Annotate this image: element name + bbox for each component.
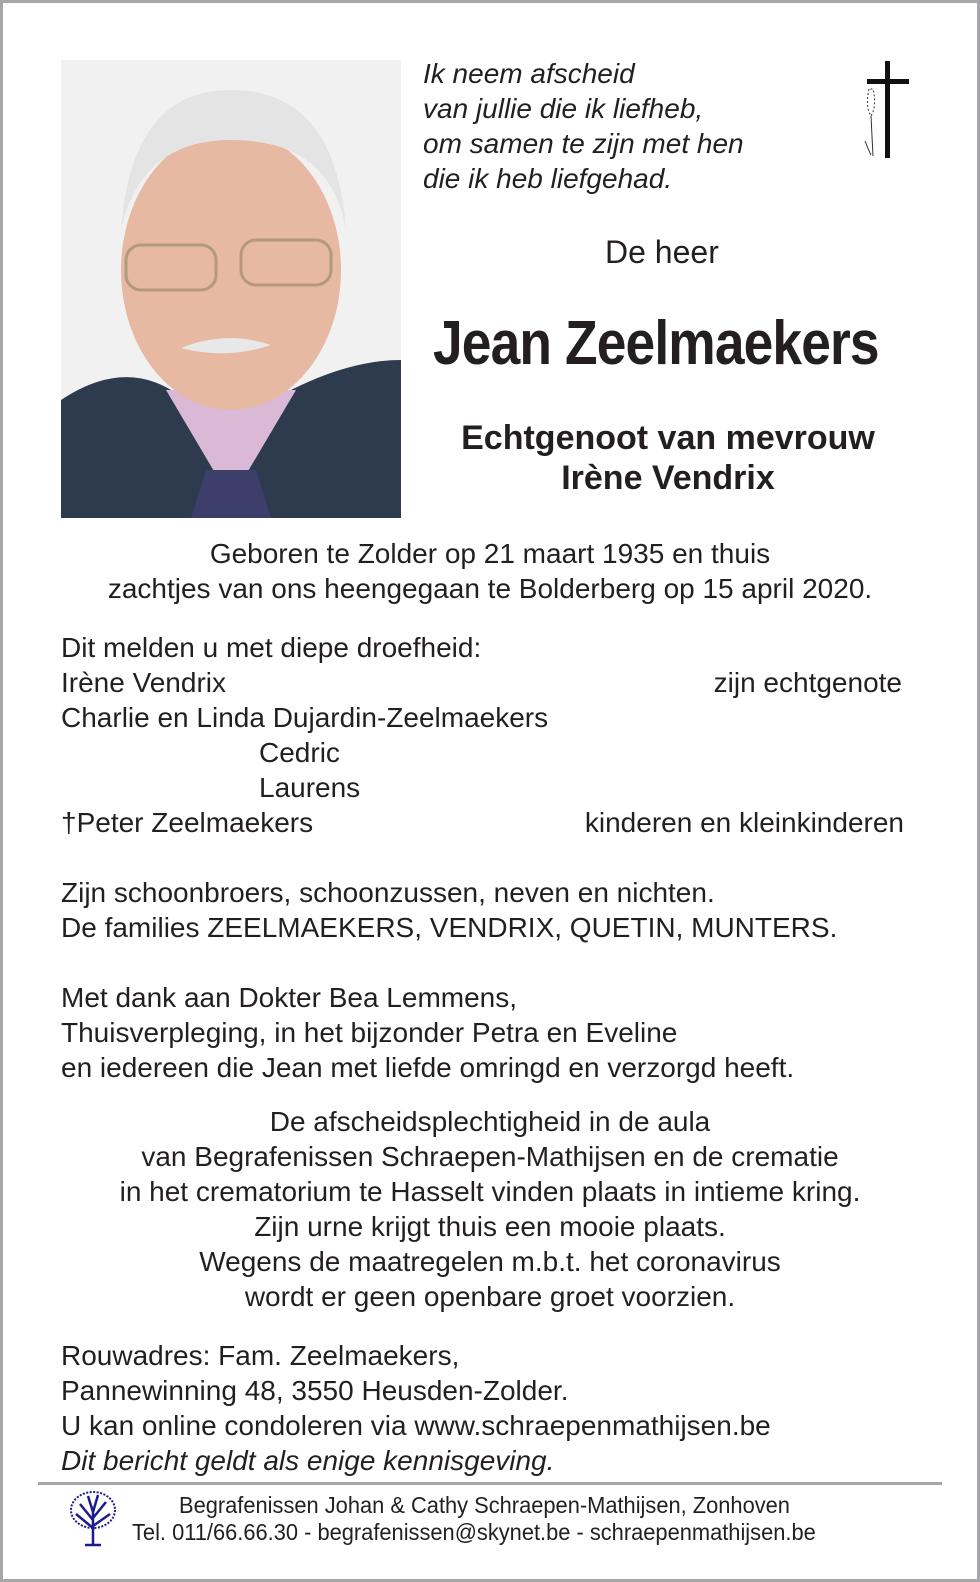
birth-line: Geboren te Zolder op 21 maart 1935 en thuis (209, 538, 771, 569)
deceased-name: Jean Zeelmaekers (433, 309, 879, 378)
ceremony-line: wordt er geen openbare groet voorzien. (244, 1281, 736, 1312)
announce-intro: Dit melden u met diepe droefheid: (61, 632, 482, 663)
family-relation: zijn echtgenote (713, 667, 902, 698)
poem-line: van jullie die ik liefheb, (423, 93, 704, 124)
notice-text: Dit bericht geldt als enige kennisgeving. (61, 1445, 555, 1476)
ceremony-line: van Begrafenissen Schraepen-Mathijsen en de crematie (141, 1141, 839, 1172)
ceremony-line: Wegens de maatregelen m.b.t. het coronavirus (199, 1246, 781, 1277)
ceremony-line: De afscheidsplechtigheid in de aula (269, 1106, 711, 1137)
address-line: U kan online condoleren via www.schraepenmathijsen.be (61, 1410, 771, 1441)
family-name: Charlie en Linda Dujardin-Zeelmaekers (61, 702, 549, 733)
funeral-home-contact: Tel. 011/66.66.30 - begrafenissen@skynet.be - schraepenmathijsen.be (132, 1519, 816, 1545)
spouse-info (403, 418, 933, 498)
poem-line: Ik neem afscheid (423, 58, 635, 89)
ceremony-line: in het crematorium te Hasselt vinden plaats in intieme kring. (119, 1176, 861, 1207)
cross-icon (861, 61, 911, 161)
footer-divider (38, 1482, 942, 1485)
thanks-line: Met dank aan Dokter Bea Lemmens, (61, 982, 518, 1013)
thanks-line: Thuisverpleging, in het bijzonder Petra en Eveline (61, 1017, 678, 1048)
extended-family-line: De families ZEELMAEKERS, VENDRIX, QUETIN, MUNTERS. (61, 912, 838, 943)
family-name: Irène Vendrix (61, 667, 226, 698)
poem-line: die ik heb liefgehad. (423, 163, 673, 194)
extended-family-line: Zijn schoonbroers, schoonzussen, neven en nichten. (61, 877, 715, 908)
family-relation: kinderen en kleinkinderen (584, 807, 904, 838)
salutation: De heer (605, 234, 719, 270)
family-name: Laurens (259, 772, 361, 803)
address-line: Rouwadres: Fam. Zeelmaekers, (61, 1340, 460, 1371)
spouse-line: Echtgenoot van mevrouw (461, 419, 875, 457)
tree-logo-icon (68, 1490, 118, 1548)
thanks-line: en iedereen die Jean met liefde omringd en verzorgd heeft. (61, 1052, 795, 1083)
family-name: †Peter Zeelmaekers (61, 807, 314, 838)
funeral-home-name: Begrafenissen Johan & Cathy Schraepen-Mathijsen, Zonhoven (179, 1492, 790, 1518)
address-line: Pannewinning 48, 3550 Heusden-Zolder. (61, 1375, 569, 1406)
poem-line: om samen te zijn met hen (423, 128, 744, 159)
ceremony-line: Zijn urne krijgt thuis een mooie plaats. (254, 1211, 726, 1242)
portrait-photo (61, 60, 401, 518)
family-name: Cedric (259, 737, 340, 768)
spouse-line: Irène Vendrix (561, 459, 775, 497)
birth-line: zachtjes van ons heengegaan te Bolderberg op 15 april 2020. (107, 573, 873, 604)
